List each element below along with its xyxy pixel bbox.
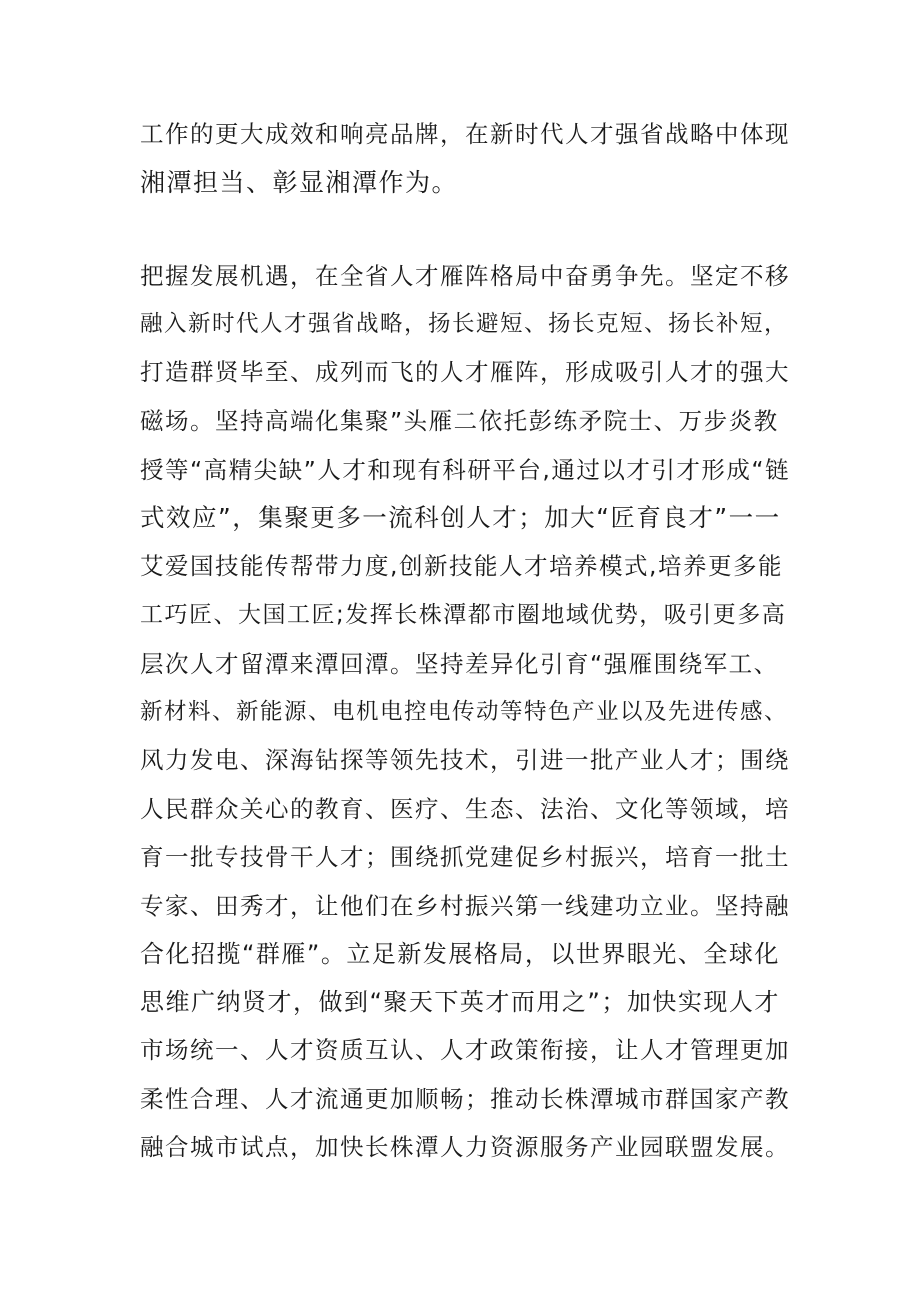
paragraph-1-line: 工作的更大成效和响亮品牌，在新时代人才强省战略中体现: [140, 120, 790, 148]
paragraph-2-line: 融入新时代人才强省战略，扬长避短、扬长克短、扬长补短，: [140, 311, 789, 337]
paragraph-2-line: 把握发展机遇，在全省人才雁阵格局中奋勇争先。坚定不移: [140, 262, 790, 290]
paragraph-2-line: 打造群贤毕至、成列而飞的人才雁阵，形成吸引人才的强大: [140, 358, 790, 386]
paragraph-2-line: 磁场。坚持高端化集聚”头雁二依托彭练矛院士、万步炎教: [140, 407, 779, 435]
paragraph-2-line: 授等“高精尖缺”人才和现有科研平台,通过以才引才形成“链: [140, 456, 790, 484]
paragraph-2-line: 新材料、新能源、电机电控电传动等特色产业以及先进传感、: [140, 699, 789, 725]
paragraph-2-line: 市场统一、人才资质互认、人才政策衔接，让人才管理更加: [140, 1036, 790, 1064]
paragraph-2-line: 育一批专技骨干人才；围绕抓党建促乡村振兴，培育一批土: [140, 843, 790, 871]
paragraph-2-line: 思维广纳贤才，做到“聚天下英才而用之”；加快实现人才: [140, 988, 780, 1016]
paragraph-2-line: 合化招揽“群雁”。立足新发展格局，以世界眼光、全球化: [140, 940, 780, 968]
paragraph-2-line: 工巧匠、大国工匠;发挥长株潭都市圈地域优势，吸引更多高: [140, 602, 787, 628]
paragraph-2-line: 人民群众关心的教育、医疗、生态、法治、文化等领域，培: [140, 795, 790, 823]
paragraph-1-line: 湘潭担当、彰显湘潭作为。: [140, 168, 459, 197]
paragraph-2-line: 融合城市试点，加快长株潭人力资源服务产业园联盟发展。: [140, 1133, 790, 1161]
paragraph-2-line: 式效应”，集聚更多一流科创人才；加大“匠育良才”一一: [140, 503, 781, 532]
paragraph-2-line: 层次人才留潭来潭回潭。坚持差异化引育“强雁围绕军工、: [140, 650, 779, 678]
paragraph-2-line: 风力发电、深海钻探等领先技术，引进一批产业人才；围绕: [140, 746, 790, 774]
paragraph-2-line: 柔性合理、人才流通更加顺畅；推动长株潭城市群国家产教: [140, 1085, 790, 1113]
paragraph-2-line: 专家、田秀才，让他们在乡村振兴第一线建功立业。坚持融: [140, 892, 790, 920]
paragraph-2-line: 艾爱国技能传帮带力度,创新技能人才培养模式,培养更多能: [140, 552, 783, 580]
